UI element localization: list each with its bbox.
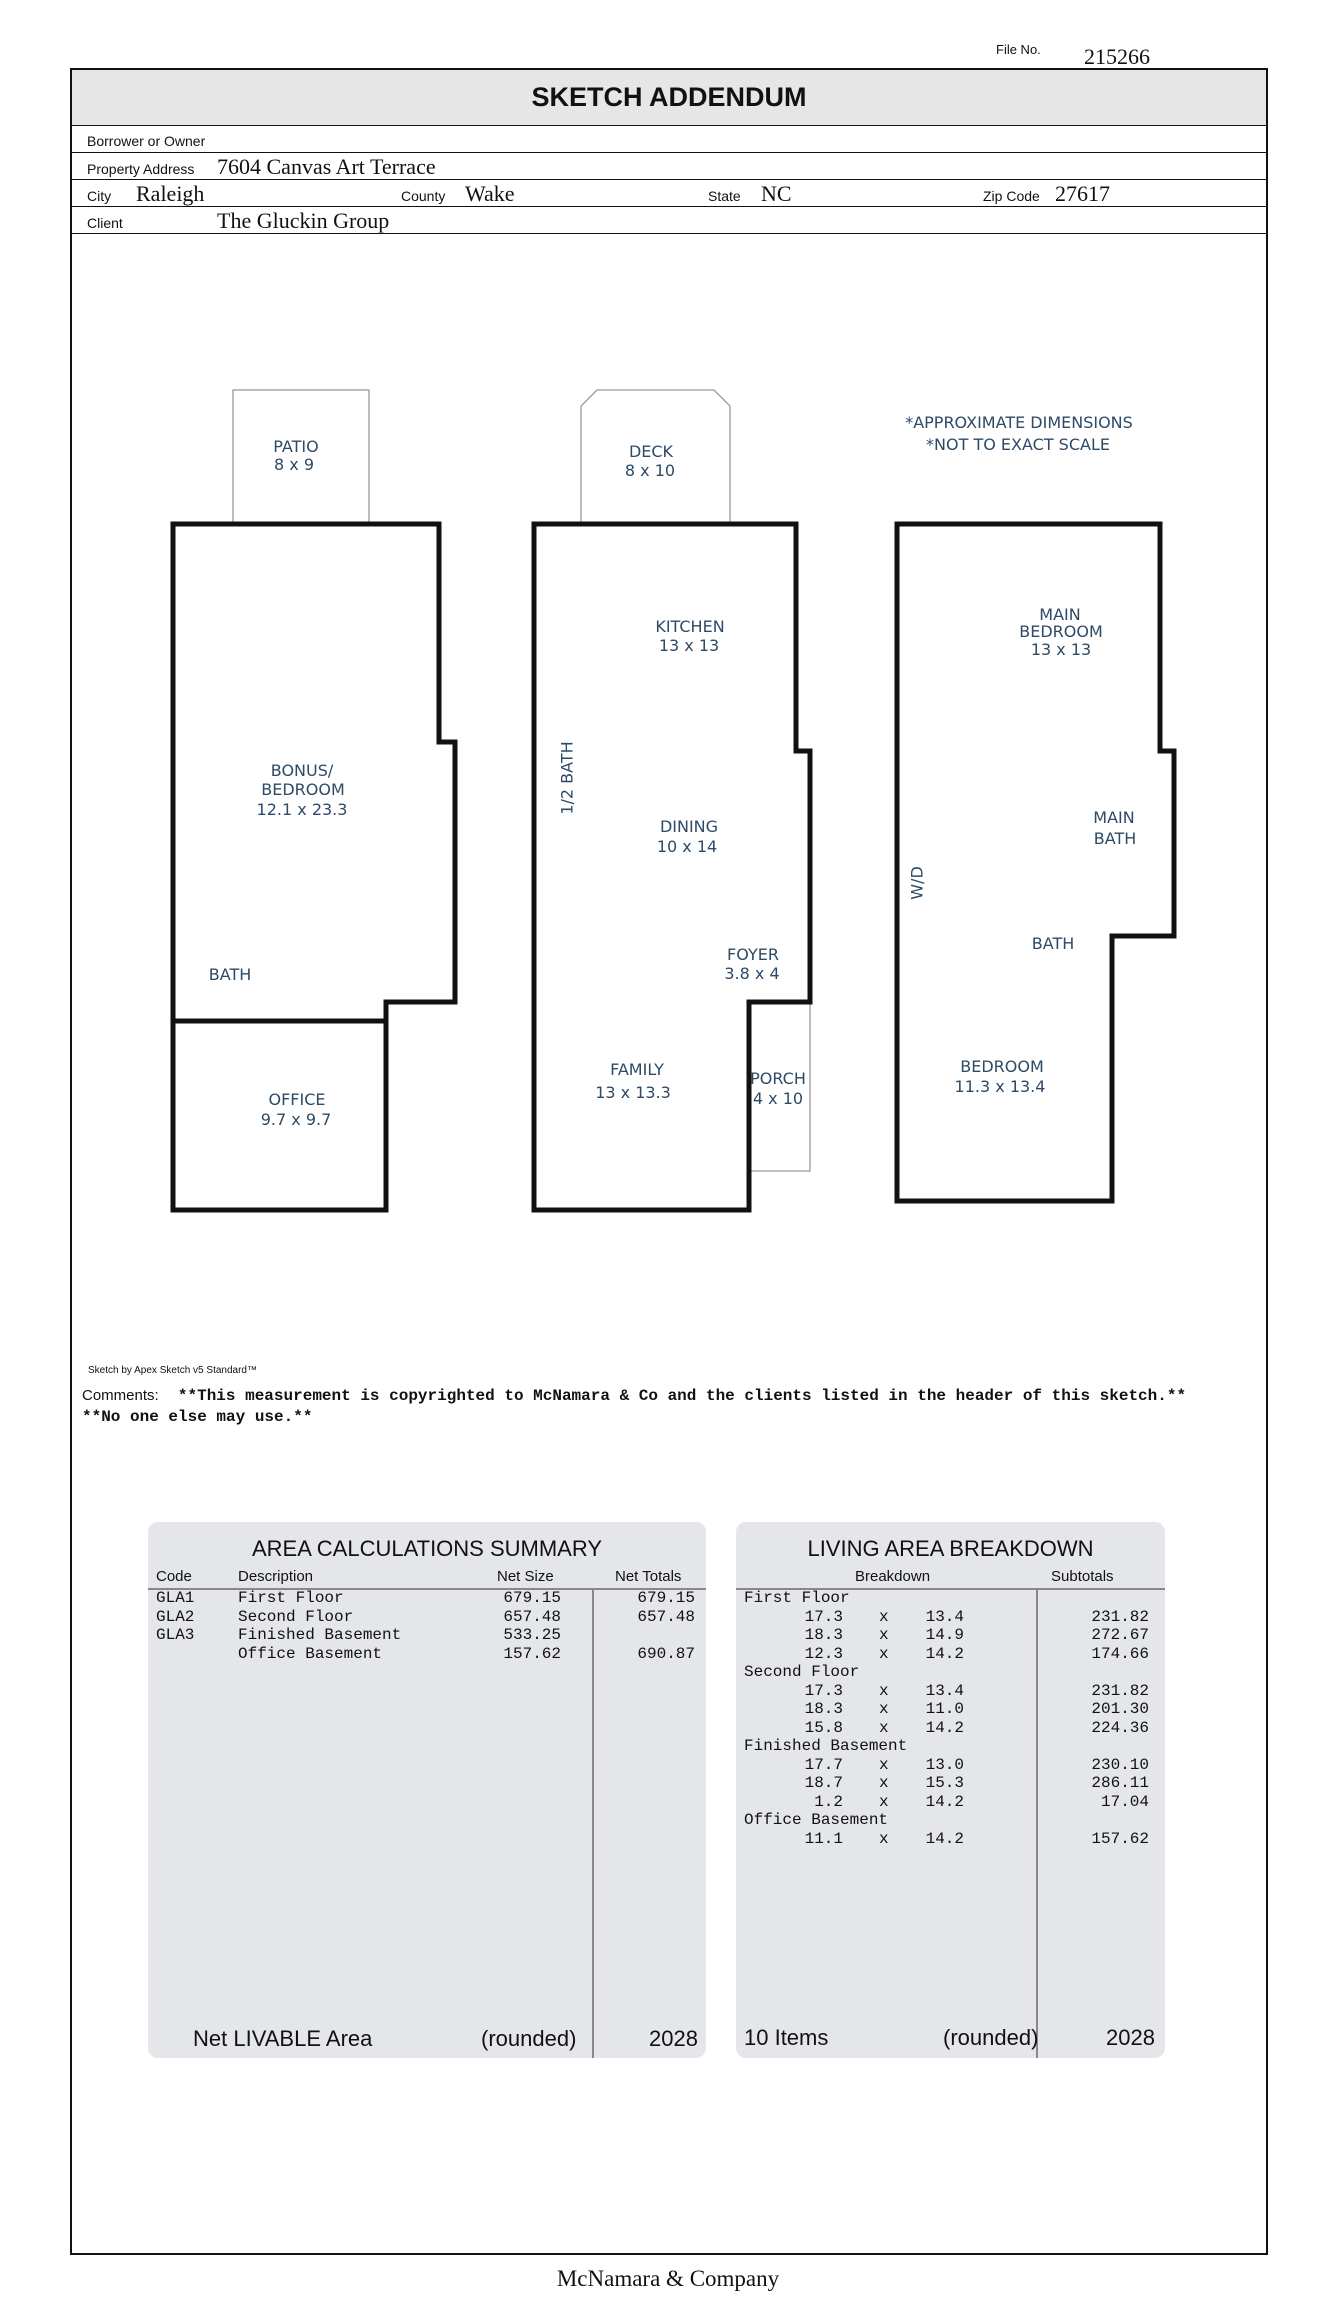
breakdown-times: x — [879, 1681, 889, 1700]
breakdown-title: LIVING AREA BREAKDOWN — [807, 1536, 1094, 1561]
net-livable-total: 2028 — [649, 2026, 698, 2051]
breakdown-times: x — [879, 1644, 889, 1663]
porch-label: PORCH — [750, 1069, 806, 1088]
breakdown-subtotal: 230.10 — [1091, 1755, 1149, 1774]
breakdown-dim-a: 17.3 — [804, 1607, 843, 1626]
washer-dryer-label: W/D — [907, 866, 927, 900]
breakdown-dim-b: 13.0 — [925, 1755, 964, 1774]
bonus-label-2: BEDROOM — [261, 780, 345, 799]
col-description: Description — [238, 1568, 314, 1585]
city-label: City — [87, 188, 112, 204]
form-title: SKETCH ADDENDUM — [72, 70, 1266, 126]
items-count: 10 Items — [744, 2025, 829, 2050]
breakdown-dim-b: 13.4 — [925, 1607, 964, 1626]
kitchen-label: KITCHEN — [655, 617, 725, 636]
area-row-size: 157.62 — [503, 1644, 561, 1663]
office-label: OFFICE — [268, 1090, 326, 1109]
breakdown-dim-b: 14.2 — [925, 1718, 964, 1737]
breakdown-total: 2028 — [1106, 2025, 1155, 2050]
breakdown-subtotal: 174.66 — [1091, 1644, 1149, 1663]
breakdown-dim-a: 12.3 — [804, 1644, 843, 1663]
area-row-desc: Office Basement — [238, 1644, 383, 1663]
breakdown-dim-a: 1.2 — [814, 1792, 843, 1811]
breakdown-subtotal: 286.11 — [1091, 1774, 1149, 1792]
area-row-code: GLA2 — [156, 1607, 195, 1626]
area-row-size: 657.48 — [503, 1607, 561, 1626]
area-row-total: 679.15 — [637, 1589, 695, 1607]
net-livable-label: Net LIVABLE Area — [193, 2026, 373, 2051]
area-row-size: 533.25 — [503, 1626, 561, 1644]
porch-dim: 4 x 10 — [752, 1089, 804, 1108]
net-livable-rounded: (rounded) — [481, 2026, 577, 2051]
patio-label: PATIO — [273, 437, 319, 456]
col-net-size: Net Size — [497, 1568, 554, 1585]
kitchen-dim: 13 x 13 — [658, 636, 720, 655]
comments-line-2: **No one else may use.** — [82, 1408, 313, 1426]
half-bath-label: 1/2 BATH — [557, 741, 577, 815]
foyer-label: FOYER — [727, 945, 779, 964]
dining-dim: 10 x 14 — [656, 837, 718, 856]
breakdown-section-heading: Office Basement — [744, 1811, 889, 1829]
breakdown-dim-b: 11.0 — [925, 1700, 964, 1718]
breakdown-subtotal: 17.04 — [1100, 1792, 1149, 1811]
breakdown-subtotal: 231.82 — [1091, 1607, 1149, 1626]
family-label: FAMILY — [610, 1060, 664, 1079]
totals-divider — [592, 1588, 594, 2058]
breakdown-dim-b: 15.3 — [925, 1774, 964, 1792]
bedroom-label: BEDROOM — [960, 1057, 1044, 1076]
breakdown-dim-a: 18.7 — [804, 1774, 843, 1792]
borrower-label: Borrower or Owner — [87, 133, 206, 149]
col-code: Code — [156, 1568, 192, 1585]
breakdown-dim-a: 18.3 — [804, 1700, 843, 1718]
breakdown-subtotal: 201.30 — [1091, 1700, 1149, 1718]
zip-label: Zip Code — [983, 188, 1040, 204]
breakdown-subtotal: 231.82 — [1091, 1681, 1149, 1700]
main-bedroom-label-2: BEDROOM — [1019, 622, 1103, 641]
breakdown-section-heading: Finished Basement — [744, 1737, 908, 1755]
upper-bath-label: BATH — [1031, 934, 1075, 953]
approx-dimensions-note: *APPROXIMATE DIMENSIONS — [905, 413, 1133, 432]
property-label: Property Address — [87, 161, 195, 177]
breakdown-rounded: (rounded) — [943, 2025, 1039, 2050]
breakdown-times: x — [879, 1792, 889, 1811]
breakdown-dim-b: 14.2 — [925, 1829, 964, 1848]
comments-block — [82, 1385, 1212, 1428]
breakdown-times: x — [879, 1774, 889, 1792]
breakdown-subtotal: 224.36 — [1091, 1718, 1149, 1737]
header-rule — [148, 1588, 706, 1590]
breakdown-dim-a: 17.7 — [804, 1755, 843, 1774]
file-no-label: File No. — [996, 42, 1041, 57]
living-area-panel — [736, 1522, 1165, 2058]
breakdown-subtotal: 157.62 — [1091, 1829, 1149, 1848]
deck-dim: 8 x 10 — [624, 461, 676, 480]
breakdown-times: x — [879, 1607, 889, 1626]
dining-label: DINING — [659, 817, 719, 836]
area-row-total: 690.87 — [637, 1644, 695, 1663]
main-bedroom-label: MAIN — [1039, 605, 1081, 624]
area-calculations-panel — [148, 1522, 706, 2058]
basement-bath-label: BATH — [208, 965, 252, 984]
breakdown-times: x — [879, 1700, 889, 1718]
bonus-label: BONUS/ — [270, 761, 334, 780]
bonus-dim: 12.1 x 23.3 — [256, 800, 348, 819]
area-row-size: 679.15 — [503, 1589, 561, 1607]
breakdown-dim-a: 18.3 — [804, 1626, 843, 1644]
company-footer: McNamara & Company — [556, 2266, 780, 2291]
area-row-desc: Finished Basement — [238, 1626, 402, 1644]
city-value: Raleigh — [136, 181, 205, 206]
area-row-code: GLA3 — [156, 1626, 195, 1644]
client-value: The Gluckin Group — [217, 208, 390, 233]
not-to-scale-note: *NOT TO EXACT SCALE — [926, 435, 1110, 454]
apex-credit: Sketch by Apex Sketch v5 Standard™ — [88, 1365, 257, 1376]
county-label: County — [401, 188, 446, 204]
county-value: Wake — [465, 181, 515, 206]
comments-label: Comments: — [82, 1387, 159, 1404]
area-row-total: 657.48 — [637, 1607, 695, 1626]
breakdown-dim-b: 14.2 — [925, 1792, 964, 1811]
col-subtotals: Subtotals — [1051, 1568, 1114, 1585]
state-label: State — [708, 188, 741, 204]
area-summary-title: AREA CALCULATIONS SUMMARY — [251, 1536, 603, 1561]
deck-label: DECK — [628, 442, 674, 461]
comments-line-1: **This measurement is copyrighted to McNamara & Co and the clients listed in the header of this sketch.** — [158, 1387, 1187, 1405]
main-bedroom-dim: 13 x 13 — [1030, 640, 1092, 659]
file-no-value: 215266 — [1084, 44, 1150, 69]
main-bath-label: MAIN — [1093, 808, 1135, 827]
breakdown-section-heading: Second Floor — [744, 1663, 860, 1681]
office-dim: 9.7 x 9.7 — [260, 1110, 332, 1129]
main-bath-label-2: BATH — [1093, 829, 1137, 848]
patio-dim: 8 x 9 — [274, 455, 314, 474]
breakdown-dim-a: 15.8 — [804, 1718, 843, 1737]
area-row-desc: Second Floor — [238, 1607, 354, 1626]
breakdown-times: x — [879, 1829, 889, 1848]
client-label: Client — [87, 215, 123, 231]
breakdown-times: x — [879, 1626, 889, 1644]
breakdown-dim-a: 11.1 — [804, 1829, 843, 1848]
breakdown-section-heading: First Floor — [744, 1589, 850, 1607]
breakdown-subtotal: 272.67 — [1091, 1626, 1149, 1644]
area-row-code: GLA1 — [156, 1589, 195, 1607]
breakdown-dim-b: 14.9 — [925, 1626, 964, 1644]
zip-value: 27617 — [1055, 181, 1110, 206]
breakdown-dim-a: 17.3 — [804, 1681, 843, 1700]
breakdown-dim-b: 13.4 — [925, 1681, 964, 1700]
area-row-desc: First Floor — [238, 1589, 344, 1607]
property-value: 7604 Canvas Art Terrace — [217, 154, 436, 179]
subtotals-divider — [1036, 1588, 1038, 2058]
col-breakdown: Breakdown — [855, 1568, 931, 1585]
bedroom-dim: 11.3 x 13.4 — [954, 1077, 1046, 1096]
foyer-dim: 3.8 x 4 — [724, 964, 780, 983]
breakdown-dim-b: 14.2 — [925, 1644, 964, 1663]
col-net-totals: Net Totals — [615, 1568, 682, 1585]
family-dim: 13 x 13.3 — [595, 1083, 671, 1102]
breakdown-times: x — [879, 1718, 889, 1737]
state-value: NC — [761, 181, 792, 206]
breakdown-times: x — [879, 1755, 889, 1774]
